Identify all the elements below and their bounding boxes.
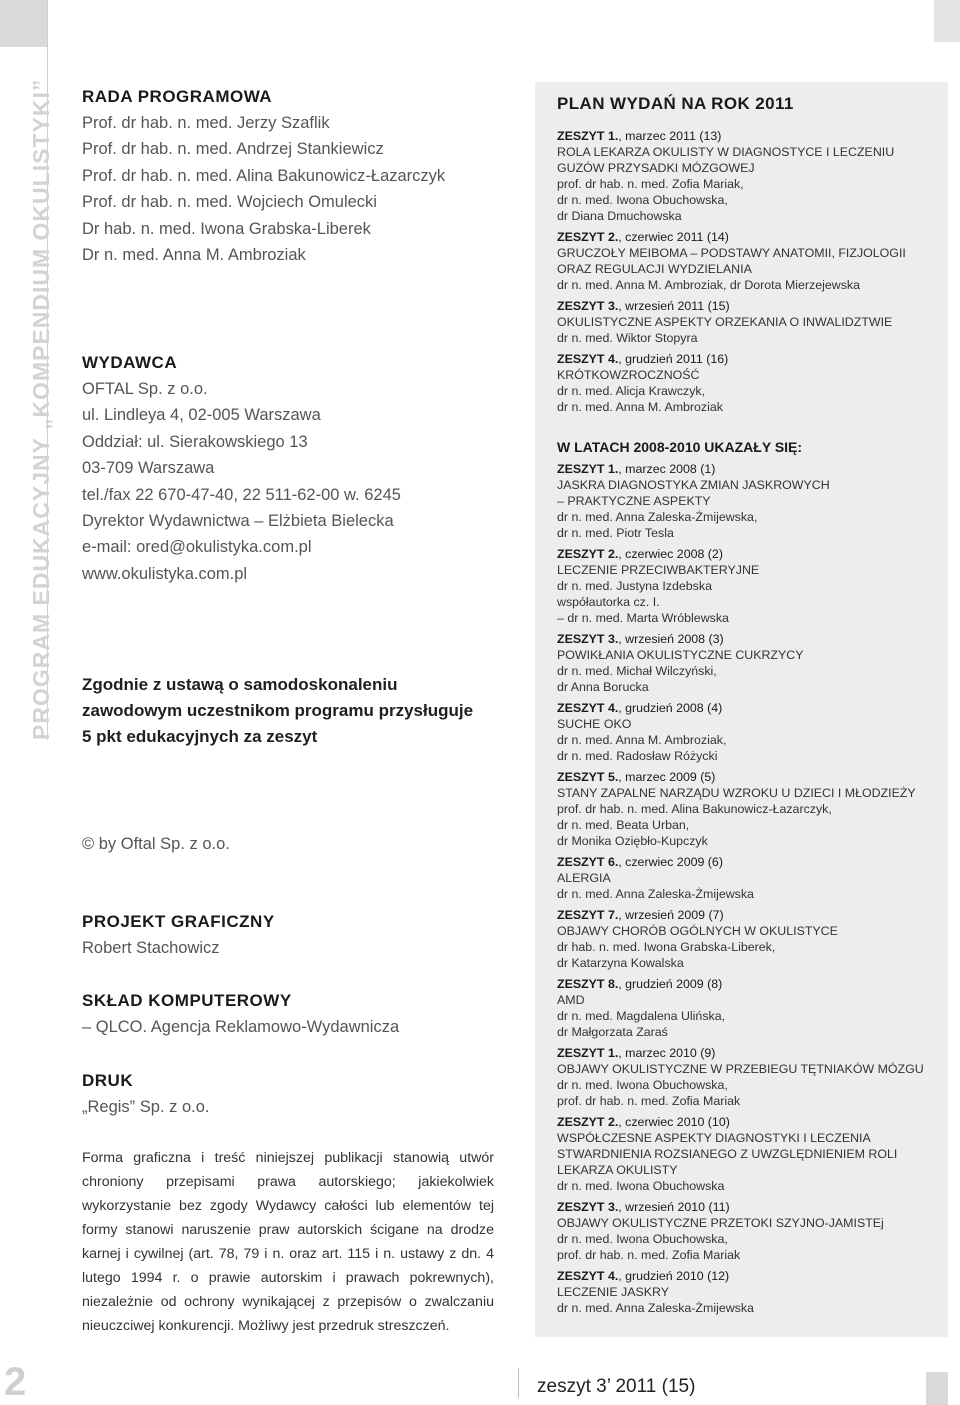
projekt-heading: PROJEKT GRAFICZNY: [82, 912, 275, 931]
druk-section: [82, 1070, 502, 1120]
issue-title: ROLA LEKARZA OKULISTY W DIAGNOSTYCE I LECZENIU: [557, 145, 895, 159]
copyright-line: © by Oftal Sp. z o.o.: [82, 835, 230, 853]
issue-label: ZESZYT 4.: [557, 352, 619, 366]
issue-title: OKULISTYCZNE ASPEKTY ORZEKANIA O INWALIDZTWIE: [557, 315, 893, 329]
issue-entry: [557, 229, 937, 293]
issue-header: [557, 298, 937, 314]
projekt-section: [82, 911, 502, 961]
plan-issues: [557, 128, 937, 415]
issue-author: dr n. med. Iwona Obuchowska,: [557, 1232, 728, 1246]
issue-label: ZESZYT 8.: [557, 977, 619, 991]
issue-author: dr n. med. Radosław Różycki: [557, 749, 718, 763]
issue-author: dr n. med. Beata Urban,: [557, 818, 690, 832]
footer-issue-label: zeszyt 3’ 2011 (15): [537, 1376, 696, 1397]
issue-author: dr n. med. Magdalena Ulińska,: [557, 1009, 726, 1023]
druk-heading: DRUK: [82, 1071, 134, 1090]
rada-member: Prof. dr hab. n. med. Jerzy Szaflik: [82, 114, 330, 132]
copyright-section: [82, 831, 502, 857]
wydawca-lines: [82, 376, 502, 587]
issue-date: , wrzesień 2009 (7): [618, 908, 724, 922]
issue-title: SUCHE OKO: [557, 717, 632, 731]
issue-date: , czerwiec 2011 (14): [618, 230, 729, 244]
issue-label: ZESZYT 3.: [557, 632, 619, 646]
issue-author: dr n. med. Iwona Obuchowska,: [557, 193, 728, 207]
issue-date: , grudzień 2010 (12): [618, 1269, 730, 1283]
wydawca-line: Dyrektor Wydawnictwa – Elżbieta Bielecka: [82, 512, 394, 531]
issue-date: , marzec 2011 (13): [618, 129, 722, 143]
issue-header: [557, 1114, 937, 1130]
issue-author: dr Monika Oziębło-Kupczyk: [557, 834, 708, 848]
issue-title: GUZÓW PRZYSADKI MÓZGOWEJ: [557, 161, 755, 175]
issue-header: [557, 461, 937, 477]
issue-header: [557, 907, 937, 923]
issue-title: OBJAWY CHORÓB OGÓLNYCH W OKULISTYCE: [557, 924, 838, 938]
issue-author: prof. dr hab. n. med. Zofia Mariak: [557, 1094, 741, 1108]
sklad-heading: SKŁAD KOMPUTEROWY: [82, 991, 292, 1010]
issue-label: ZESZYT 1.: [557, 462, 619, 476]
issue-entry: [557, 1268, 937, 1316]
issue-entry: [557, 351, 937, 415]
issue-entry: [557, 461, 937, 541]
issue-label: ZESZYT 3.: [557, 1200, 619, 1214]
right-corner-tab: [934, 0, 960, 42]
side-vertical-title: PROGRAM EDUKACYJNY „KOMPENDIUM OKULISTYKI”: [28, 78, 54, 740]
issue-entry: [557, 700, 937, 764]
issue-header: [557, 229, 937, 245]
issue-entry: [557, 907, 937, 971]
issue-title: POWIKŁANIA OKULISTYCZNE CUKRZYCY: [557, 648, 804, 662]
issue-title: KRÓTKOWZROCZNOŚĆ: [557, 368, 700, 382]
issue-date: , czerwiec 2008 (2): [618, 547, 723, 561]
issue-author: współautorka cz. I.: [557, 595, 660, 609]
issue-title: ORAZ REGULACJI WYDZIELANIA: [557, 262, 752, 276]
issue-header: [557, 1199, 937, 1215]
issue-date: , czerwiec 2009 (6): [618, 855, 723, 869]
issue-author: dr n. med. Anna M. Ambroziak: [557, 400, 723, 414]
issue-author: prof. dr hab. n. med. Alina Bakunowicz-Łazarczyk,: [557, 802, 832, 816]
issue-title: JASKRA DIAGNOSTYKA ZMIAN JASKROWYCH: [557, 478, 830, 492]
issue-author: – dr n. med. Marta Wróblewska: [557, 611, 729, 625]
wydawca-line: ul. Lindleya 4, 02-005 Warszawa: [82, 406, 321, 425]
issue-header: [557, 976, 937, 992]
issue-entry: [557, 1114, 937, 1194]
issue-header: [557, 351, 937, 367]
issue-label: ZESZYT 2.: [557, 547, 619, 561]
issue-date: , czerwiec 2010 (10): [618, 1115, 730, 1129]
issue-title: STANY ZAPALNE NARZĄDU WZROKU U DZIECI I MŁODZIEŻY: [557, 786, 916, 800]
issue-date: , wrzesień 2008 (3): [618, 632, 724, 646]
issue-header: [557, 1045, 937, 1061]
issue-label: ZESZYT 6.: [557, 855, 619, 869]
issue-title: STWARDNIENIA ROZSIANEGO Z UWZGLĘDNIENIEM ROLI: [557, 1147, 898, 1161]
issue-date: , wrzesień 2011 (15): [618, 299, 730, 313]
issue-author: dr Diana Dmuchowska: [557, 209, 682, 223]
sklad-value: – QLCO. Agencja Reklamowo-Wydawnicza: [82, 1018, 400, 1036]
issue-date: , grudzień 2008 (4): [618, 701, 723, 715]
issue-date: , grudzień 2009 (8): [618, 977, 723, 991]
issue-title: LEKARZA OKULISTY: [557, 1163, 678, 1177]
issue-entry: [557, 631, 937, 695]
rada-members: [82, 110, 502, 268]
wydawca-line: 03-709 Warszawa: [82, 459, 215, 478]
issue-label: ZESZYT 5.: [557, 770, 619, 784]
issue-label: ZESZYT 2.: [557, 1115, 619, 1129]
wydawca-section: [82, 352, 502, 587]
issue-author: dr n. med. Anna M. Ambroziak, dr Dorota Mierzejewska: [557, 278, 861, 292]
legal-notice: Forma graficzna i treść niniejszej publikacji stanowią utwór chroniony przepisami prawa autorskiego; jakiekolwiek wykorzystanie bez zgody Wydawcy całości lub elementów tej formy stanowi naruszenie praw autorskich ścigane na drodze karnej i cywilnej (art. 78, 79 i n. oraz art. 115 i n. ustawy z dn. 4 lutego 1994 r. o prawie autorskim i prawach pokrewnych), niezależnie od ochrony wynikającej z przepisów o zwalczaniu nieuczciwej konkurencji. Możliwy jest przedruk streszczeń.: [82, 1150, 494, 1334]
issue-header: [557, 546, 937, 562]
issue-title: OBJAWY OKULISTYCZNE W PRZEBIEGU TĘTNIAKÓW MÓZGU: [557, 1062, 924, 1076]
issue-label: ZESZYT 4.: [557, 701, 619, 715]
issue-header: [557, 631, 937, 647]
issue-entry: [557, 976, 937, 1040]
issue-header: [557, 854, 937, 870]
projekt-value: Robert Stachowicz: [82, 939, 220, 957]
issue-author: dr n. med. Michał Wilczyński,: [557, 664, 717, 678]
issue-label: ZESZYT 3.: [557, 299, 619, 313]
issue-author: dr hab. n. med. Iwona Grabska-Liberek,: [557, 940, 776, 954]
issue-title: AMD: [557, 993, 585, 1007]
issue-title: GRUCZOŁY MEIBOMA – PODSTAWY ANATOMII, FIZJOLOGII: [557, 246, 906, 260]
issue-date: , marzec 2009 (5): [618, 770, 716, 784]
issue-date: , wrzesień 2010 (11): [618, 1200, 730, 1214]
rada-heading: RADA PROGRAMOWA: [82, 87, 273, 106]
issue-author: dr Anna Borucka: [557, 680, 649, 694]
issue-author: prof. dr hab. n. med. Zofia Mariak: [557, 1248, 741, 1262]
issue-label: ZESZYT 1.: [557, 129, 619, 143]
issue-author: dr n. med. Anna Zaleska-Żmijewska: [557, 1301, 754, 1315]
issue-author: dr n. med. Wiktor Stopyra: [557, 331, 698, 345]
corner-square: [0, 0, 47, 47]
issue-entry: [557, 546, 937, 626]
wydawca-heading: WYDAWCA: [82, 353, 178, 372]
rada-member: Dr hab. n. med. Iwona Grabska-Liberek: [82, 219, 371, 238]
issue-title: LECZENIE PRZECIWBAKTERYJNE: [557, 563, 760, 577]
issue-date: , grudzień 2011 (16): [618, 352, 729, 366]
rada-member: Dr n. med. Anna M. Ambroziak: [82, 246, 306, 265]
issue-entry: [557, 1045, 937, 1109]
issue-entry: [557, 854, 937, 902]
issues-panel: [535, 82, 948, 1337]
issue-title: OBJAWY OKULISTYCZNE PRZETOKI SZYJNO-JAMISTEj: [557, 1216, 884, 1230]
issue-entry: [557, 1199, 937, 1263]
page-number: 2: [4, 1360, 27, 1404]
issue-author: dr n. med. Iwona Obuchowska,: [557, 1078, 728, 1092]
issue-entry: [557, 298, 937, 346]
issue-author: dr Katarzyna Kowalska: [557, 956, 684, 970]
wydawca-line: www.okulistyka.com.pl: [82, 564, 248, 583]
issue-header: [557, 1268, 937, 1284]
issue-title: – PRAKTYCZNE ASPEKTY: [557, 494, 711, 508]
footer-rule: [518, 1368, 519, 1398]
plan-heading: PLAN WYDAŃ NA ROK 2011: [557, 94, 794, 113]
issue-date: , marzec 2008 (1): [618, 462, 716, 476]
issue-header: [557, 769, 937, 785]
right-corner-bottom-tab: [926, 1372, 948, 1405]
issue-date: , marzec 2010 (9): [618, 1046, 716, 1060]
sklad-section: [82, 990, 502, 1040]
issue-title: ALERGIA: [557, 871, 611, 885]
druk-value: „Regis” Sp. z o.o.: [82, 1098, 210, 1116]
issue-label: ZESZYT 2.: [557, 230, 619, 244]
wydawca-line: e-mail: ored@okulistyka.com.pl: [82, 538, 312, 557]
issue-label: ZESZYT 7.: [557, 908, 619, 922]
issues-panel-inner: [557, 94, 937, 1321]
wydawca-line: tel./fax 22 670-47-40, 22 511-62-00 w. 6245: [82, 485, 401, 504]
issue-header: [557, 700, 937, 716]
past-issues: [557, 461, 937, 1316]
issue-author: dr n. med. Alicja Krawczyk,: [557, 384, 706, 398]
issue-title: WSPÓŁCZESNE ASPEKTY DIAGNOSTYKI I LECZENIA: [557, 1131, 871, 1145]
rada-member: Prof. dr hab. n. med. Andrzej Stankiewicz: [82, 140, 384, 159]
issue-author: dr n. med. Justyna Izdebska: [557, 579, 712, 593]
issue-entry: [557, 769, 937, 849]
rada-section: [82, 86, 502, 268]
issue-title: LECZENIE JASKRY: [557, 1285, 670, 1299]
issue-label: ZESZYT 1.: [557, 1046, 619, 1060]
rada-member: Prof. dr hab. n. med. Wojciech Omulecki: [82, 193, 377, 212]
issue-entry: [557, 128, 937, 224]
past-heading: W LATACH 2008-2010 UKAZAŁY SIĘ:: [557, 439, 803, 455]
rada-member: Prof. dr hab. n. med. Alina Bakunowicz-Łazarczyk: [82, 166, 446, 185]
issue-header: [557, 128, 937, 144]
issue-label: ZESZYT 4.: [557, 1269, 619, 1283]
issue-author: dr n. med. Anna M. Ambroziak,: [557, 733, 727, 747]
issue-author: prof. dr hab. n. med. Zofia Mariak,: [557, 177, 744, 191]
issue-author: dr n. med. Piotr Tesla: [557, 526, 674, 540]
issue-author: dr n. med. Anna Zaleska-Żmijewska: [557, 887, 754, 901]
wydawca-line: Oddział: ul. Sierakowskiego 13: [82, 432, 308, 451]
issue-author: dr n. med. Anna Zaleska-Żmijewska,: [557, 510, 758, 524]
wydawca-line: OFTAL Sp. z o.o.: [82, 380, 208, 398]
issue-author: dr Małgorzata Zaraś: [557, 1025, 668, 1039]
cme-statement: Zgodnie z ustawą o samodoskonaleniu zawodowym uczestnikom programu przysługuje 5 pkt edukacyjnych za zeszyt: [82, 675, 474, 746]
issue-author: dr n. med. Iwona Obuchowska: [557, 1179, 725, 1193]
